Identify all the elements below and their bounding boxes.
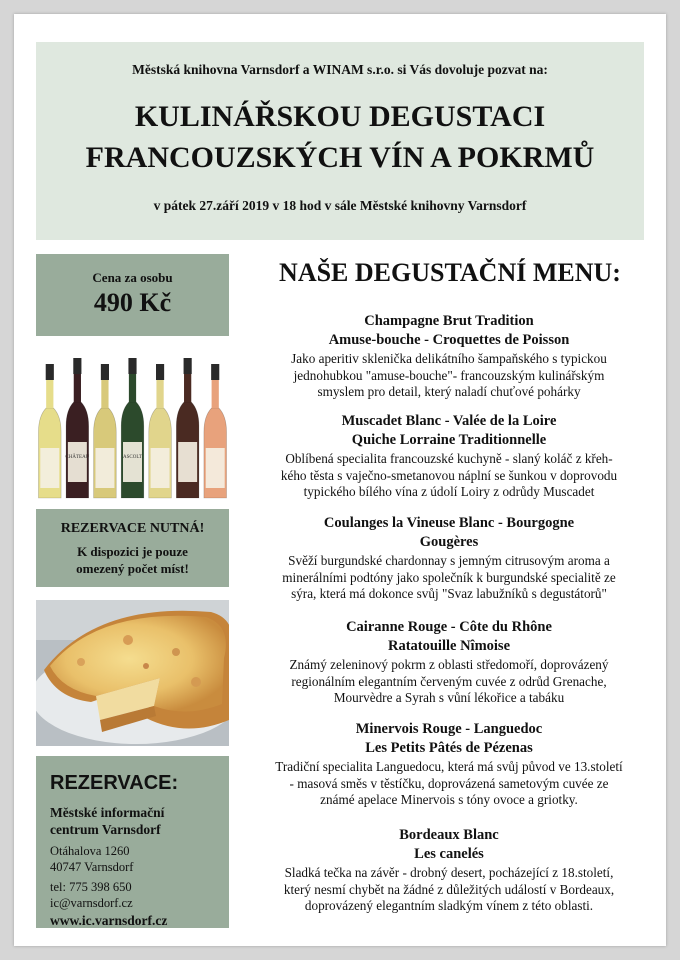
invite-text: Městská knihovna Varnsdorf a WINAM s.r.o. si Vás dovoluje pozvat na: — [132, 62, 548, 77]
menu-item-description — [246, 451, 652, 501]
menu-item-dish: Ratatouille Nîmoise — [387, 638, 511, 654]
reservation-notice-box — [36, 509, 229, 587]
contact-street: Otáhalova 1260 — [50, 844, 130, 858]
menu-item — [246, 412, 652, 501]
menu-item-description-line: typického bílého vína z údolí Loiry z odrůdy Muscadet — [303, 484, 595, 499]
wine-bottles-image — [36, 346, 229, 502]
event-title-line1: KULINÁŘSKOU DEGUSTACI — [134, 100, 546, 133]
reservation-notice-title: REZERVACE NUTNÁ! — [60, 521, 205, 536]
contact-phone: tel: 775 398 650 — [50, 880, 132, 894]
contact-org-line2: centrum Varnsdorf — [50, 822, 161, 837]
menu-item-description-line: minerálními podtóny jako společník k burgundské specialitě ze — [282, 569, 616, 585]
menu-item-wine: Coulanges la Vineuse Blanc - Bourgogne — [323, 515, 575, 531]
menu-item-dish: Gougères — [419, 534, 479, 550]
contact-organization — [50, 804, 220, 838]
menu-item — [246, 312, 652, 401]
contact-title: REZERVACE: — [50, 772, 179, 794]
menu-item-description — [246, 657, 652, 707]
menu-item-description-line: jednohubkou "amuse-bouche"- francouzským kulinářským — [293, 367, 605, 383]
menu-item-description — [246, 351, 652, 401]
menu-item-wine: Bordeaux Blanc — [399, 827, 499, 843]
menu-item-description-line: kého těsta s vaječno-smetanovou náplní se šunkou v doprovodu — [280, 467, 618, 483]
wine-bottle-label: CHÂTEAU — [65, 455, 90, 460]
menu-item — [246, 618, 652, 707]
menu-item-description-line: sýra, která má dokonce svůj "Svaz labužníků s degustátorů" — [291, 586, 607, 601]
wine-bottle-label: ASCOLT — [123, 455, 142, 460]
menu-item-description-line: Tradiční specialita Languedocu, která má svůj původ ve 13.století — [275, 759, 623, 774]
quiche-photo — [36, 600, 229, 746]
menu-item-description-line: Sladká tečka na závěr - drobný desert, pocházející z 18.století, — [284, 865, 614, 880]
menu-item-description-line: doprovázený elegantním sladkým vínem z této oblasti. — [304, 898, 594, 913]
menu-item — [246, 826, 652, 915]
menu-title: NAŠE DEGUSTAČNÍ MENU: — [279, 258, 621, 287]
invitation-header — [36, 42, 644, 240]
menu-item-description-line: Svěží burgundské chardonnay s jemným citrusovým aroma a — [288, 553, 610, 568]
price-value: 490 Kč — [93, 288, 172, 317]
menu-item-wine: Cairanne Rouge - Côte du Rhône — [346, 619, 552, 635]
contact-email[interactable]: ic@varnsdorf.cz — [50, 896, 133, 910]
menu-item-description-line: - masová směs v těstíčku, doprovázená sametovým cuvée ze — [289, 775, 609, 791]
contact-website[interactable]: www.ic.varnsdorf.cz — [50, 913, 168, 928]
menu-item-description-line: regionálním elegantním červeným cuvée z odrůd Grenache, — [291, 673, 607, 689]
menu-item-dish: Amuse-bouche - Croquettes de Poisson — [328, 332, 570, 348]
reservation-notice-line2: omezený počet míst! — [76, 561, 189, 576]
menu-item-dish: Les Petits Pâtés de Pézenas — [365, 740, 533, 756]
event-title-line2: FRANCOUZSKÝCH VÍN A POKRMŮ — [85, 141, 595, 174]
menu-item-description-line: Oblíbená specialita francouzské kuchyně - slaný koláč z křeh- — [285, 451, 613, 466]
menu-item-dish: Quiche Lorraine Traditionnelle — [351, 432, 547, 448]
menu-item-description-line: který nesmí chybět na žádné z důležitých událostí v Bordeaux, — [283, 881, 615, 897]
menu-item — [246, 514, 652, 603]
menu-item-description — [246, 865, 652, 915]
menu-item — [246, 720, 652, 809]
reservation-contact-box — [36, 756, 229, 928]
menu-item-description-line: smyslem pro detail, který naladí chuťové pohárky — [317, 384, 581, 399]
reservation-notice-line1: K dispozici je pouze — [77, 544, 188, 559]
event-title — [36, 96, 644, 178]
menu-item-dish: Les canelés — [414, 846, 484, 862]
menu-item-description — [246, 759, 652, 809]
menu-item-wine: Muscadet Blanc - Valée de la Loire — [341, 413, 557, 429]
menu-item-description-line: Známý zeleninový pokrm z oblasti středomoří, doprovázený — [289, 657, 609, 672]
menu-item-wine: Minervois Rouge - Languedoc — [355, 721, 543, 737]
contact-org-line1: Městské informační — [50, 805, 165, 820]
menu-item-wine: Champagne Brut Tradition — [364, 313, 534, 329]
reservation-notice-text — [46, 543, 219, 577]
invitation-page — [14, 14, 666, 946]
menu-item-description-line: Mourvèdre a Syrah s vůní lékořice a tabáku — [333, 690, 565, 705]
event-date-place: v pátek 27.září 2019 v 18 hod v sále Městské knihovny Varnsdorf — [153, 198, 527, 213]
contact-city: 40747 Varnsdorf — [50, 860, 134, 874]
price-label: Cena za osobu — [92, 270, 173, 285]
price-box — [36, 254, 229, 336]
menu-item-description — [246, 553, 652, 603]
menu-item-description-line: Jako aperitiv sklenička delikátního šampaňského s typickou — [291, 351, 607, 366]
menu-item-description-line: známé apelace Minervois s tóny ovoce a griotky. — [320, 792, 578, 807]
